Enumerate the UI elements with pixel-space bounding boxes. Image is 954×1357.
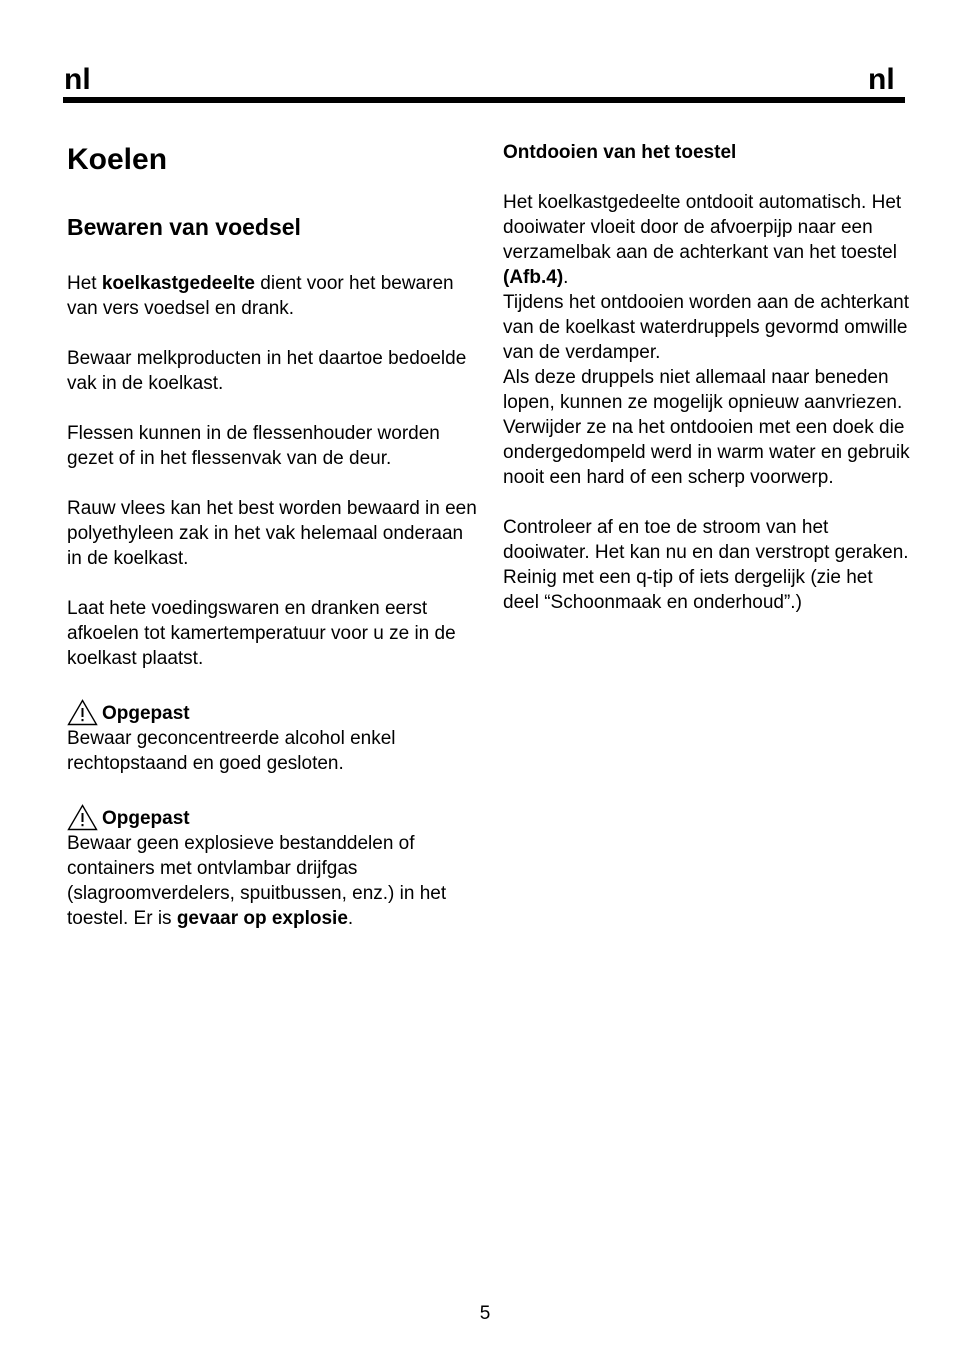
warning-text: Bewaar geconcentreerde alcohol enkel rechtopstaand en goed gesloten. [67,728,396,774]
paragraph-fridge-section: Het koelkastgedeelte dient voor het bewaren van vers voedsel en drank. [67,273,454,319]
left-column [67,140,477,931]
section-title: Bewaren van voedsel [67,214,301,240]
paragraph-refreeze: Als deze druppels niet allemaal naar beneden lopen, kunnen ze mogelijk opnieuw aanvriezen. Verwijder ze na het ontdooien met een doek die ondergedompeld werd in warm water en gebruik nooit een hard of een scherp voorwerp. [503,367,910,488]
warning-label: Opgepast [102,703,190,724]
figure-reference: (Afb.4) [503,267,564,288]
right-column [503,140,913,615]
language-label-right: nl [868,63,895,96]
page-title: Koelen [67,143,168,176]
paragraph-dairy: Bewaar melkproducten in het daartoe bedoelde vak in de koelkast. [67,348,467,394]
paragraph-raw-meat: Rauw vlees kan het best worden bewaard in een polyethyleen zak in het vak helemaal onderaan in de koelkast. [67,498,477,569]
warning-triangle-icon [67,699,98,726]
header-rule [63,97,905,103]
warning-header [67,701,477,726]
language-label-left: nl [64,63,91,96]
warning-triangle-icon [67,804,98,831]
warning-block-alcohol [67,701,477,776]
paragraph-water-drops: Tijdens het ontdooien worden aan de achterkant van de koelkast waterdruppels gevormd omwille van de verdamper. [503,292,909,363]
bold-term: koelkastgedeelte [101,273,255,294]
bold-term: gevaar op explosie [176,908,348,929]
paragraph-bottles: Flessen kunnen in de flessenhouder worden gezet of in het flessenvak van de deur. [67,423,440,469]
page-number: 5 [479,1303,491,1324]
warning-header [67,806,477,831]
paragraph-auto-defrost: Het koelkastgedeelte ontdooit automatisch. Het dooiwater vloeit door de afvoerpijp naar een verzamelbak aan de achterkant van het toestel (Afb.4). [503,192,902,288]
warning-label: Opgepast [102,808,190,829]
warning-block-explosion [67,806,477,931]
section-heading-defrost: Ontdooien van het toestel [503,142,737,163]
warning-text: Bewaar geen explosieve bestanddelen of containers met ontvlambar drijfgas (slagroomverdelers, spuitbussen, enz.) in het toestel. Er is gevaar op explosie. [67,833,447,929]
paragraph-check-flow: Controleer af en toe de stroom van het dooiwater. Het kan nu en dan verstropt geraken. Reinig met een q-tip of iets dergelijk (zie het deel “Schoonmaak en onderhoud”.) [503,517,909,613]
paragraph-hot-food: Laat hete voedingswaren en dranken eerst afkoelen tot kamertemperatuur voor u ze in de koelkast plaatst. [67,598,456,669]
